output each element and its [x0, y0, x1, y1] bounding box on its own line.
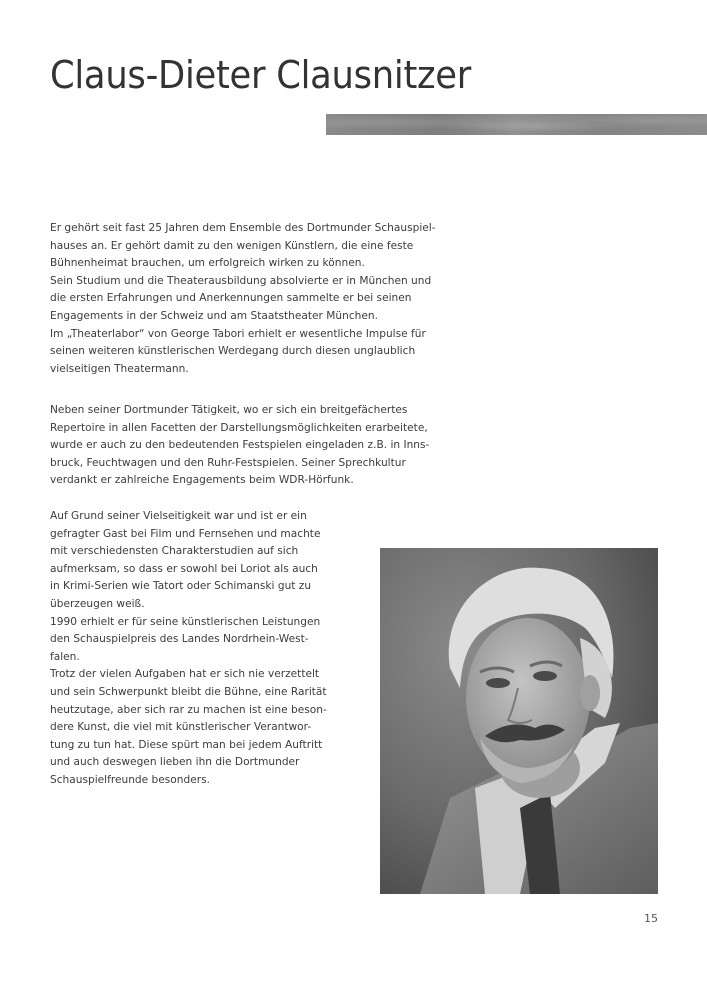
- text-line: in Krimi-Serien wie Tatort oder Schimanski gut zu: [50, 580, 312, 593]
- title-accent-bar: [326, 114, 707, 135]
- text-line: Im „Theaterlabor“ von George Tabori erhielt er wesentliche Impulse für: [50, 327, 426, 340]
- text-line: aufmerksam, so dass er sowohl bei Loriot als auch: [50, 562, 318, 575]
- text-line: Bühnenheimat brauchen, um erfolgreich wirken zu können.: [50, 257, 365, 270]
- page-title: Claus-Dieter Clausnitzer: [50, 53, 472, 97]
- text-line: Repertoire in allen Facetten der Darstellungsmöglichkeiten erarbeitete,: [50, 421, 428, 434]
- text-line: den Schauspielpreis des Landes Nordrhein-West-: [50, 633, 309, 646]
- portrait-illustration: [380, 548, 658, 894]
- text-line: bruck, Feuchtwagen und den Ruhr-Festspielen. Seiner Sprechkultur: [50, 456, 406, 469]
- text-line: seinen weiteren künstlerischen Werdegang durch diesen unglaublich: [50, 345, 416, 358]
- text-line: gefragter Gast bei Film und Fernsehen und machte: [50, 527, 321, 540]
- text-line: Auf Grund seiner Vielseitigkeit war und ist er ein: [50, 510, 307, 522]
- text-line: Sein Studium und die Theaterausbildung absolvierte er in München und: [50, 274, 432, 287]
- text-line: 1990 erhielt er für seine künstlerischen Leistungen: [50, 615, 321, 628]
- ear: [580, 675, 600, 711]
- text-line: falen.: [50, 650, 80, 663]
- text-line: und auch deswegen lieben ihn die Dortmunder: [50, 756, 300, 769]
- text-line: Trotz der vielen Aufgaben hat er sich nie verzettelt: [50, 668, 320, 681]
- text-line: vielseitigen Theatermann.: [50, 362, 189, 375]
- text-line: überzeugen weiß.: [50, 597, 145, 610]
- text-line: dere Kunst, die viel mit künstlerischer Verantwor-: [50, 721, 312, 734]
- text-line: Engagements in der Schweiz und am Staatstheater München.: [50, 309, 378, 322]
- text-line: tung zu tun hat. Diese spürt man bei jedem Auftritt: [50, 738, 323, 751]
- text-line: Er gehört seit fast 25 Jahren dem Ensemble des Dortmunder Schauspiel-: [50, 222, 436, 234]
- portrait-photo: [380, 548, 658, 894]
- text-line: mit verschiedensten Charakterstudien auf sich: [50, 545, 299, 558]
- left-eye: [486, 678, 510, 688]
- text-line: Schauspielfreunde besonders.: [50, 773, 210, 786]
- text-line: und sein Schwerpunkt bleibt die Bühne, eine Rarität: [50, 685, 327, 698]
- text-line: hauses an. Er gehört damit zu den wenigen Künstlern, die eine feste: [50, 239, 414, 252]
- right-eye: [533, 671, 557, 681]
- text-line: die ersten Erfahrungen und Anerkennungen sammelte er bei seinen: [50, 292, 412, 305]
- text-line: wurde er auch zu den bedeutenden Festspielen eingeladen z.B. in Inns-: [50, 439, 430, 452]
- biography-paragraph-2: [50, 402, 430, 490]
- page-number: 15: [644, 912, 658, 925]
- biography-paragraph-3: [50, 508, 370, 790]
- text-line: verdankt er zahlreiche Engagements beim WDR-Hörfunk.: [50, 474, 354, 487]
- text-line: heutzutage, aber sich rar zu machen ist eine beson-: [50, 703, 327, 716]
- text-line: Neben seiner Dortmunder Tätigkeit, wo er sich ein breitgefächertes: [50, 404, 408, 416]
- biography-paragraph-1: [50, 220, 436, 378]
